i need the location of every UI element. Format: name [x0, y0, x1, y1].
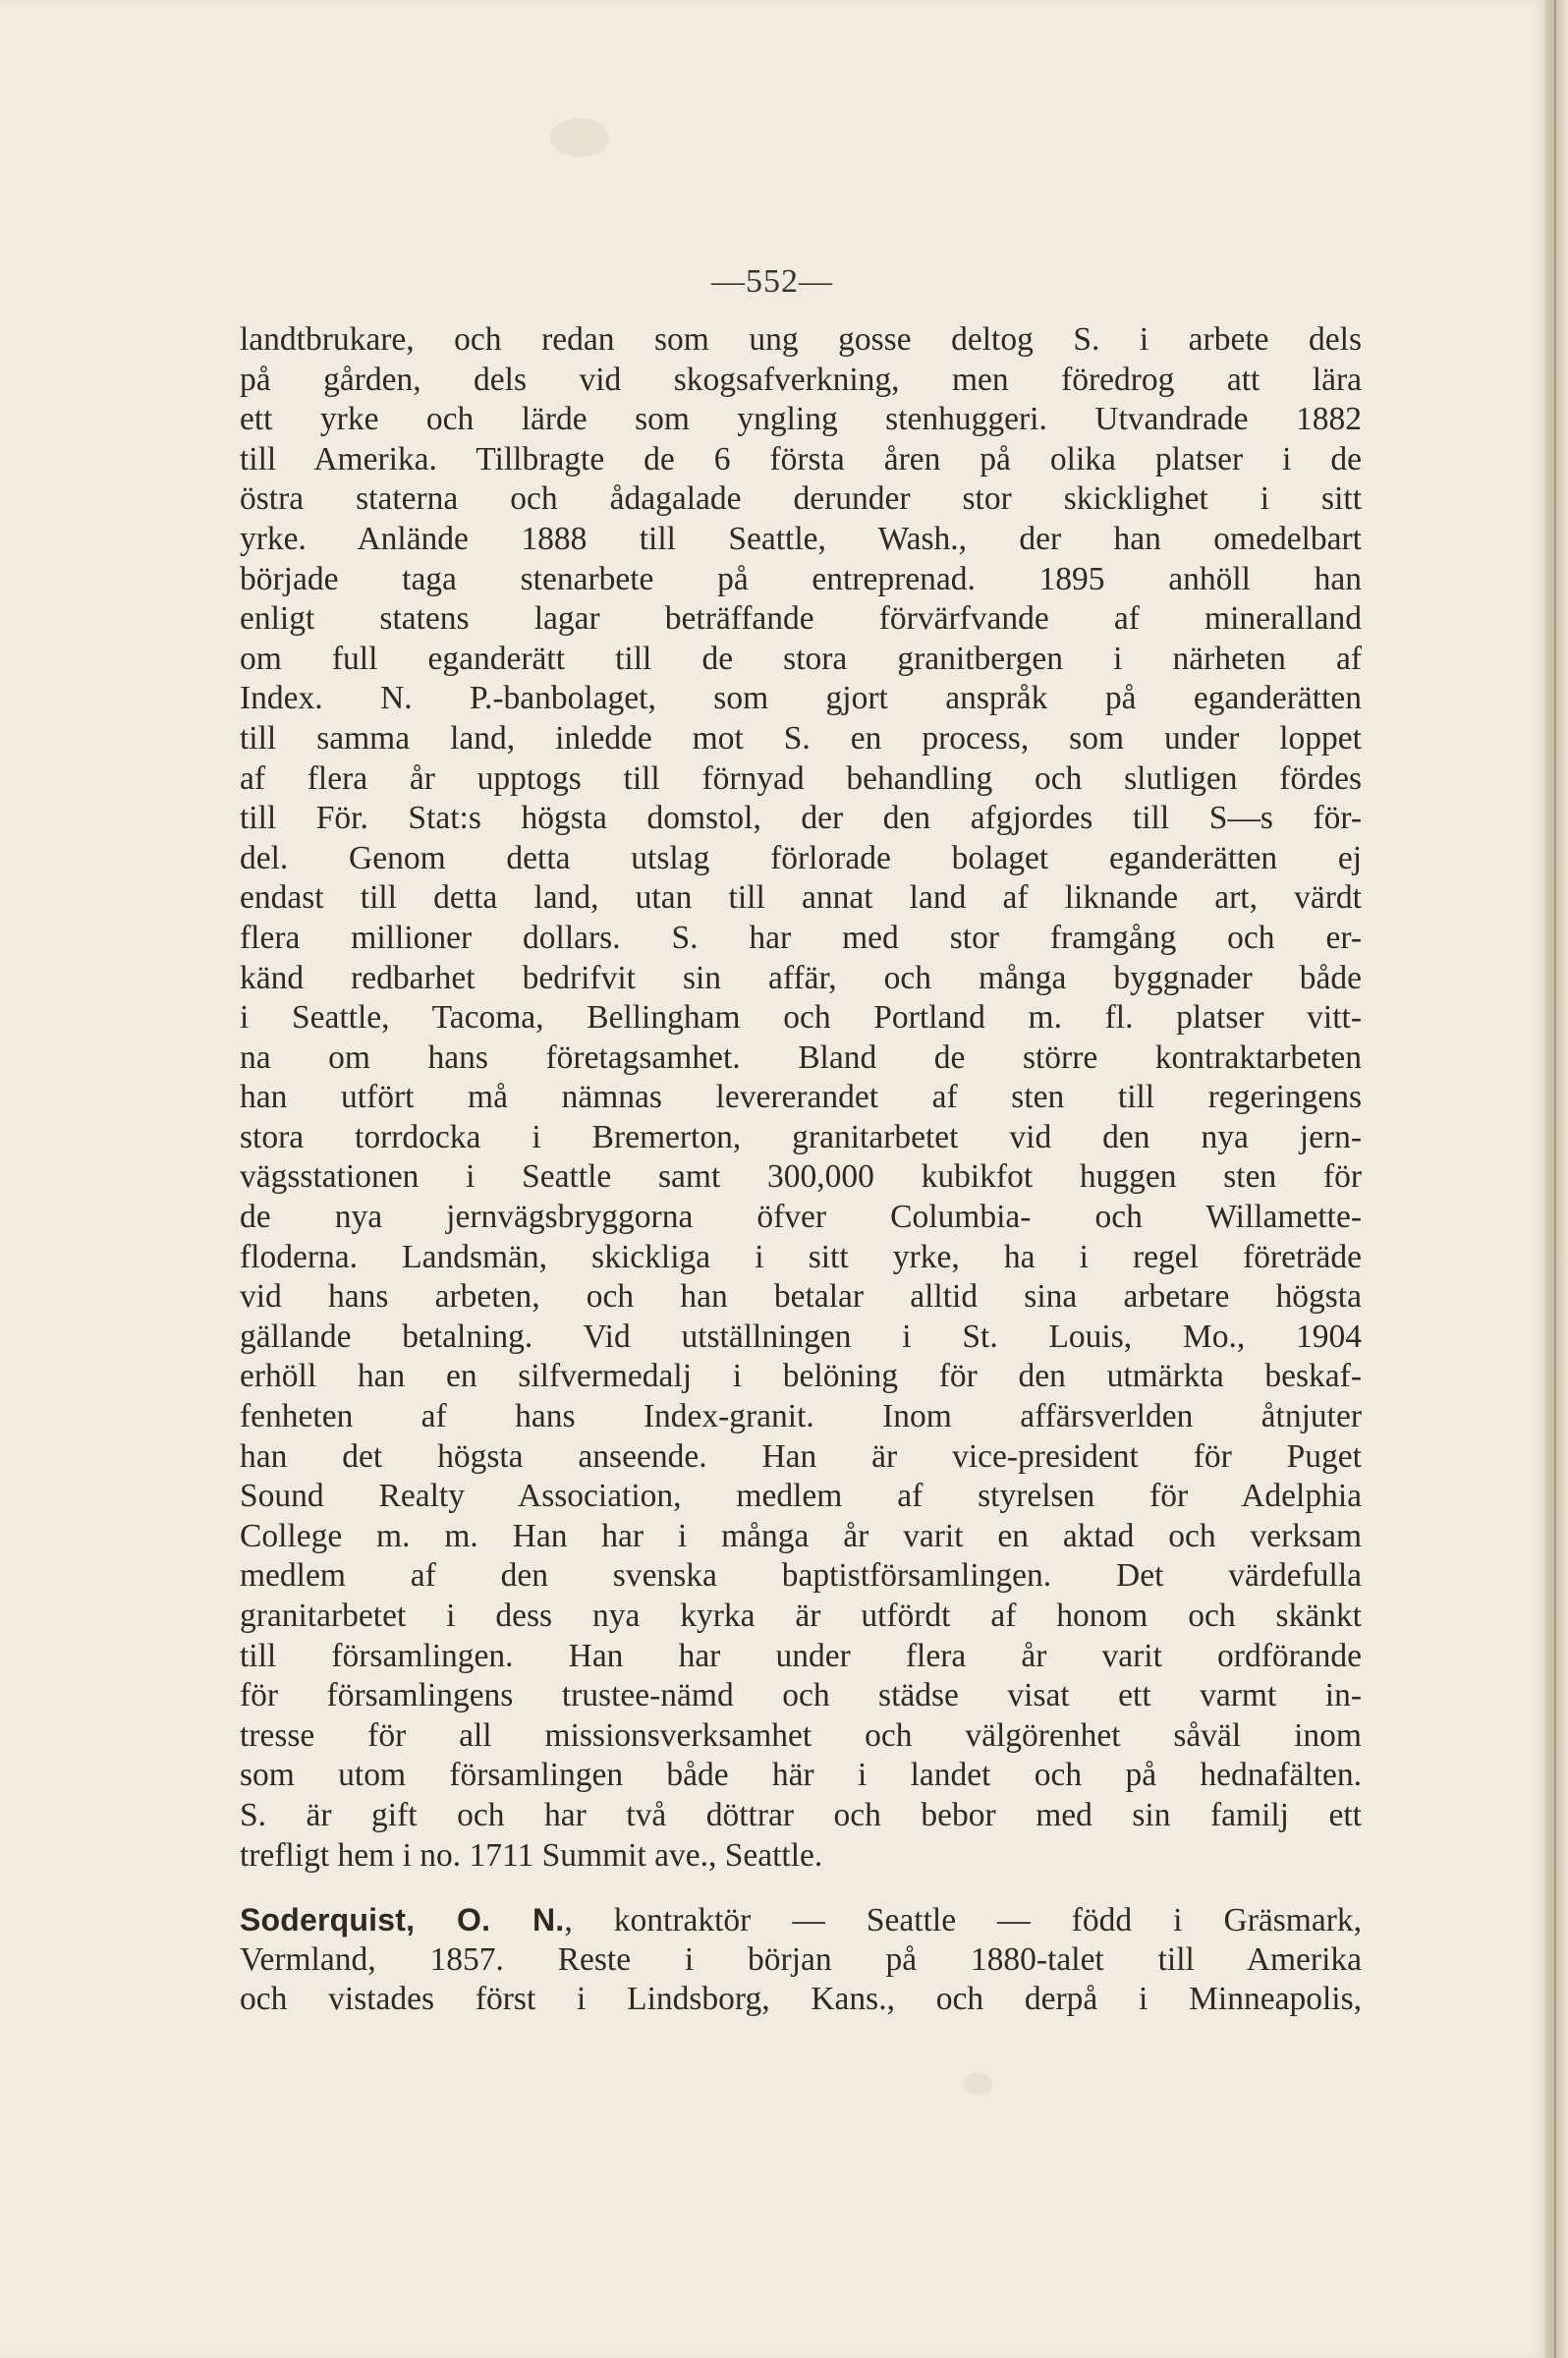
- text-line: erhöll han en silfvermedalj i belöning för den utmärkta beskaf-: [240, 1358, 1362, 1395]
- page-edge: [1544, 0, 1568, 2358]
- text-line: na om hans företagsamhet. Bland de större kontraktarbeten: [240, 1039, 1362, 1076]
- paper-stain: [550, 118, 609, 157]
- entry-name: Soderquist, O. N.: [240, 1902, 565, 1937]
- paper-stain: [963, 2073, 992, 2095]
- text-line: S. är gift och har två döttrar och bebor med sin familj ett: [240, 1796, 1362, 1833]
- text-line: endast till detta land, utan till annat land af liknande art, värdt: [240, 879, 1362, 917]
- text-line: han utfört må nämnas levererandet af sten till regeringens: [240, 1079, 1362, 1116]
- text-line: började taga stenarbete på entreprenad. 1895 anhöll han: [240, 560, 1362, 597]
- text-line: del. Genom detta utslag förlorade bolaget eganderätten ej: [240, 839, 1362, 876]
- entry-lines: [240, 1940, 1362, 2020]
- text-line: han det högsta anseende. Han är vice-president för Puget: [240, 1437, 1362, 1475]
- text-line: och vistades först i Lindsborg, Kans., och derpå i Minneapolis,: [240, 1981, 1362, 2018]
- text-line: floderna. Landsmän, skickliga i sitt yrke, ha i regel företräde: [240, 1238, 1362, 1275]
- text-line: tresse för all missionsverksamhet och välgörenhet såväl inom: [240, 1716, 1362, 1754]
- text-line: af flera år upptogs till förnyad behandling och slutligen fördes: [240, 759, 1362, 797]
- text-line: stora torrdocka i Bremerton, granitarbetet vid den nya jern-: [240, 1118, 1362, 1155]
- text-line: fenheten af hans Index-granit. Inom affärsverlden åtnjuter: [240, 1398, 1362, 1435]
- entry-first-line: [240, 1900, 1362, 1940]
- text-line: trefligt hem i no. 1711 Summit ave., Seattle.: [240, 1836, 823, 1874]
- text-line: granitarbetet i dess nya kyrka är utfördt af honom och skänkt: [240, 1598, 1362, 1634]
- text-line: känd redbarhet bedrifvit sin affär, och många byggnader både: [240, 959, 1362, 996]
- text-line: gällande betalning. Vid utställningen i St. Louis, Mo., 1904: [240, 1318, 1362, 1355]
- text-line: Index. N. P.-banbolaget, som gjort anspråk på eganderätten: [240, 680, 1362, 717]
- entry-first-line-rest: , kontraktör — Seattle — född i Gräsmark,: [564, 1902, 1362, 1938]
- text-line: ett yrke och lärde som yngling stenhuggeri. Utvandrade 1882: [240, 401, 1362, 438]
- text-line: enligt statens lagar beträffande förvärfvande af mineralland: [240, 600, 1362, 638]
- text-line: östra staterna och ådagalade derunder stor skicklighet i sitt: [240, 480, 1362, 518]
- text-line: vägsstationen i Seattle samt 300,000 kubikfot huggen sten för: [240, 1158, 1362, 1196]
- page-number: —552—: [711, 263, 833, 300]
- text-line: till samma land, inledde mot S. en process, som under loppet: [240, 719, 1362, 757]
- text-line: som utom församlingen både här i landet och på hednafälten.: [240, 1757, 1362, 1794]
- text-line: till För. Stat:s högsta domstol, der den afgjordes till S—s för-: [240, 800, 1362, 837]
- text-line: yrke. Anlände 1888 till Seattle, Wash., der han omedelbart: [240, 520, 1362, 557]
- biography-text: [240, 320, 1362, 1876]
- text-line: för församlingens trustee-nämd och städse visat ett varmt in-: [240, 1677, 1362, 1714]
- text-line: vid hans arbeten, och han betalar alltid sina arbetare högsta: [240, 1278, 1362, 1316]
- text-line: de nya jernvägsbryggorna öfver Columbia- och Willamette-: [240, 1199, 1362, 1236]
- text-line: på gården, dels vid skogsafverkning, men föredrog att lära: [240, 361, 1362, 398]
- text-line: Sound Realty Association, medlem af styrelsen för Adelphia: [240, 1478, 1362, 1515]
- biography-entry: [240, 1900, 1362, 2020]
- text-line: till Amerika. Tillbragte de 6 första åren på olika platser i de: [240, 440, 1362, 477]
- text-line: om full eganderätt till de stora granitbergen i närheten af: [240, 640, 1362, 677]
- text-line: College m. m. Han har i många år varit en aktad och verksam: [240, 1517, 1362, 1554]
- text-line: till församlingen. Han har under flera år varit ordförande: [240, 1637, 1362, 1674]
- text-line: medlem af den svenska baptistförsamlingen. Det värdefulla: [240, 1557, 1362, 1595]
- page-fold-line: [1554, 0, 1556, 2358]
- text-line: Vermland, 1857. Reste i början på 1880-talet till Amerika: [240, 1940, 1362, 1978]
- text-line: i Seattle, Tacoma, Bellingham och Portland m. fl. platser vitt-: [240, 999, 1362, 1037]
- text-line: landtbrukare, och redan som ung gosse deltog S. i arbete dels: [240, 321, 1362, 358]
- text-line: flera millioner dollars. S. har med stor framgång och er-: [240, 919, 1362, 956]
